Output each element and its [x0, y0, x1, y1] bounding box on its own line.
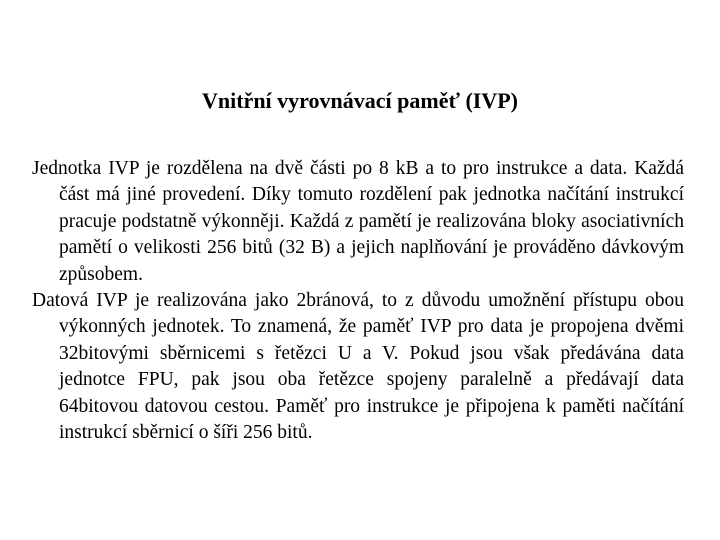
paragraph-data-ivp: Datová IVP je realizována jako 2bránová, to z důvodu umožnění přístupu obou výkonných jednotek. To znamená, že paměť IVP pro data je propojena dvěmi 32bitovými sběrnicemi s řetězci U a V. Pokud jsou však předávána data jednotce FPU, pak jsou oba řetězce spojeny paralelně a předávají data 64bitovou datovou cestou. Paměť pro instrukce je připojena k paměti načítání instrukcí sběrnicí o šíři 256 bitů. [32, 290, 684, 444]
slide-body [32, 156, 684, 446]
slide-title: Vnitřní vyrovnávací paměť (IVP) [202, 88, 518, 113]
paragraph-instruction-data-split: Jednotka IVP je rozdělena na dvě části po 8 kB a to pro instrukce a data. Každá část má jiné provedení. Díky tomuto rozdělení pak jednotka načítání instrukcí pracuje podstatně výkonněji. Každá z pamětí je realizována bloky asociativních pamětí o velikosti 256 bitů (32 B) a jejich naplňování je prováděno dávkovým způsobem. [32, 158, 684, 285]
